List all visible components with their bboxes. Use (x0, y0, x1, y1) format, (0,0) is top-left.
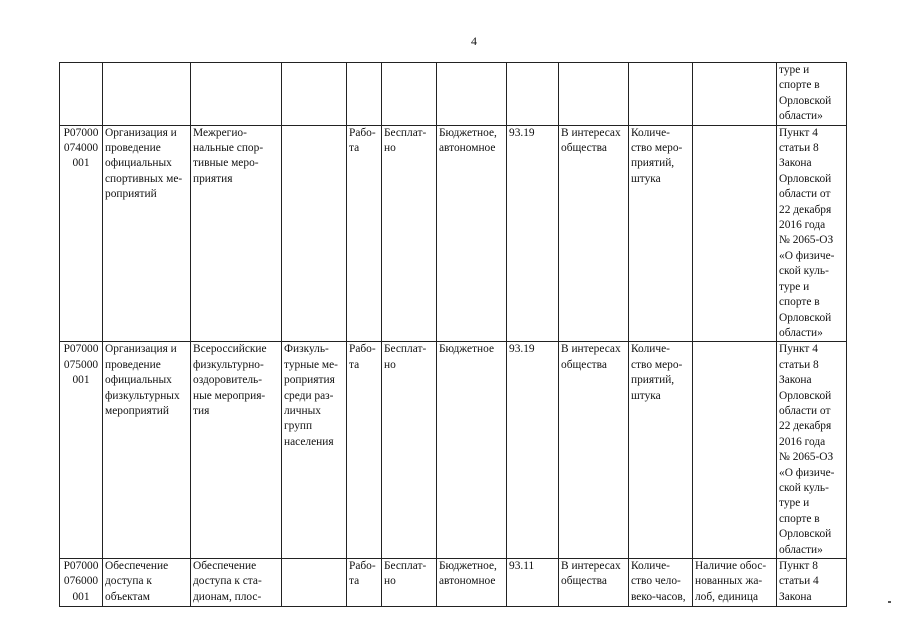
page-number: 4 (471, 34, 477, 48)
service-condition-cell (282, 63, 347, 126)
table-row (60, 63, 847, 126)
institution-type-cell: Бюджетное, автономное (437, 559, 507, 607)
legal-basis-cell: Пункт 4 статьи 8 Закона Орловской области от 22 декабря 2016 года № 2065-ОЗ «О физиче- ской куль- туре и спорте в Орловской области» (777, 125, 847, 342)
service-condition-cell (282, 125, 347, 342)
institution-type-cell: Бюджетное, автономное (437, 125, 507, 342)
consumers-cell: В интересах общества (559, 342, 629, 559)
service-content-cell: Всероссийские физкультурно- оздоровитель- ные мероприя- тия (191, 342, 282, 559)
service-content-cell: Межрегио- нальные спор- тивные меро- приятия (191, 125, 282, 342)
scan-speck (888, 601, 891, 603)
service-code-cell: Р07000 075000 001 (60, 342, 103, 559)
service-type-cell: Рабо- та (347, 559, 382, 607)
service-type-cell: Рабо- та (347, 125, 382, 342)
service-name-cell: Организация и проведение официальных физкультурных мероприятий (103, 342, 191, 559)
service-type-cell (347, 63, 382, 126)
service-content-cell (191, 63, 282, 126)
service-condition-cell (282, 559, 347, 607)
table-row (60, 559, 847, 607)
institution-type-cell (437, 63, 507, 126)
institution-type-cell: Бюджетное (437, 342, 507, 559)
quality-indicator-cell (693, 125, 777, 342)
okved-code-cell (507, 63, 559, 126)
service-type-cell: Рабо- та (347, 342, 382, 559)
table-row (60, 125, 847, 342)
quality-indicator-cell (693, 63, 777, 126)
okved-code-cell: 93.19 (507, 125, 559, 342)
legal-basis-cell: Пункт 4 статьи 8 Закона Орловской области от 22 декабря 2016 года № 2065-ОЗ «О физиче- ской куль- туре и спорте в Орловской области» (777, 342, 847, 559)
volume-indicator-cell (629, 63, 693, 126)
service-code-cell (60, 63, 103, 126)
payment-cell: Бесплат- но (382, 125, 437, 342)
service-content-cell: Обеспечение доступа к ста- дионам, плос- (191, 559, 282, 607)
service-name-cell: Организация и проведение официальных спортивных ме- роприятий (103, 125, 191, 342)
legal-basis-cell: туре и спорте в Орловской области» (777, 63, 847, 126)
volume-indicator-cell: Количе- ство меро- приятий, штука (629, 125, 693, 342)
consumers-cell: В интересах общества (559, 559, 629, 607)
okved-code-cell: 93.19 (507, 342, 559, 559)
services-table (59, 62, 847, 607)
volume-indicator-cell: Количе- ство чело- веко-часов, (629, 559, 693, 607)
consumers-cell (559, 63, 629, 126)
service-condition-cell: Физкуль- турные ме- роприятия среди раз- личных групп населения (282, 342, 347, 559)
quality-indicator-cell (693, 342, 777, 559)
volume-indicator-cell: Количе- ство меро- приятий, штука (629, 342, 693, 559)
service-code-cell: Р07000 076000 001 (60, 559, 103, 607)
okved-code-cell: 93.11 (507, 559, 559, 607)
consumers-cell: В интересах общества (559, 125, 629, 342)
service-code-cell: Р07000 074000 001 (60, 125, 103, 342)
table-row (60, 342, 847, 559)
service-name-cell (103, 63, 191, 126)
legal-basis-cell: Пункт 8 статьи 4 Закона (777, 559, 847, 607)
service-name-cell: Обеспечение доступа к объектам (103, 559, 191, 607)
payment-cell: Бесплат- но (382, 342, 437, 559)
payment-cell (382, 63, 437, 126)
quality-indicator-cell: Наличие обос- нованных жа- лоб, единица (693, 559, 777, 607)
payment-cell: Бесплат- но (382, 559, 437, 607)
